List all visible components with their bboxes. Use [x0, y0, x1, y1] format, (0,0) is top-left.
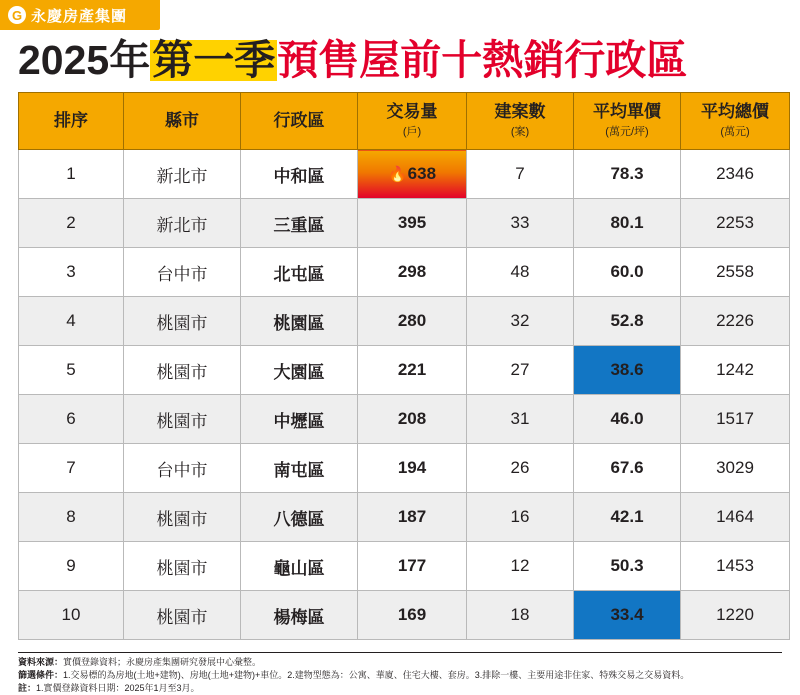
cell-cases: 48 [467, 248, 574, 297]
cell-total-price: 2253 [681, 199, 790, 248]
cell-unit-price: 80.1 [574, 199, 681, 248]
cell-cases: 33 [467, 199, 574, 248]
cell-unit-price: 67.6 [574, 444, 681, 493]
column-header-total-price-label: 平均總價 [701, 101, 769, 121]
cell-city: 桃園市 [124, 542, 241, 591]
column-header-city [124, 93, 241, 150]
table-body [19, 150, 790, 640]
cell-city: 新北市 [124, 199, 241, 248]
column-header-cases-label: 建案數 [494, 101, 546, 121]
table-row [19, 542, 790, 591]
cell-deals: 169 [358, 591, 467, 640]
cell-cases: 7 [467, 150, 574, 199]
cell-total-price: 2558 [681, 248, 790, 297]
cell-deals [358, 150, 467, 199]
cell-city: 台中市 [124, 248, 241, 297]
page-title [18, 36, 782, 84]
footnote-criteria [18, 669, 782, 682]
table-row [19, 444, 790, 493]
column-header-deals-label: 交易量 [386, 101, 438, 121]
brand-name: 永慶房產集團 [31, 7, 128, 25]
cell-total-price: 2346 [681, 150, 790, 199]
footnotes [18, 652, 782, 695]
cell-district: 龜山區 [241, 542, 358, 591]
table-row [19, 493, 790, 542]
cell-city: 桃園市 [124, 297, 241, 346]
footnote-criteria-text: 1.交易標的為房地(土地+建物)、房地(土地+建物)+車位。2.建物型態為：公寓、華廈、住宅大樓、套房。3.排除一樓、主要用途非住家、特殊交易之交易資料。 [63, 670, 690, 681]
cell-deals: 221 [358, 346, 467, 395]
cell-district: 南屯區 [241, 444, 358, 493]
column-header-total-price [681, 93, 790, 150]
cell-city: 新北市 [124, 150, 241, 199]
table-row [19, 591, 790, 640]
cell-rank: 9 [19, 542, 124, 591]
cell-district: 三重區 [241, 199, 358, 248]
cell-rank: 6 [19, 395, 124, 444]
circle-logo-icon: G [8, 6, 26, 24]
cell-district: 北屯區 [241, 248, 358, 297]
cell-unit-price: 52.8 [574, 297, 681, 346]
table-row [19, 248, 790, 297]
column-header-rank-label: 排序 [54, 110, 88, 130]
cell-unit-price: 60.0 [574, 248, 681, 297]
cell-total-price: 1242 [681, 346, 790, 395]
column-header-district [241, 93, 358, 150]
brand-logo-bar [0, 0, 160, 30]
cell-unit-price: 33.4 [574, 591, 681, 640]
table-row [19, 346, 790, 395]
cell-unit-price: 50.3 [574, 542, 681, 591]
cell-district: 楊梅區 [241, 591, 358, 640]
cell-cases: 18 [467, 591, 574, 640]
flame-icon: 🔥 [387, 166, 407, 183]
title-part-quarter: 第一季 [152, 36, 276, 83]
cell-unit-price: 46.0 [574, 395, 681, 444]
ranking-table [18, 92, 790, 640]
cell-cases: 27 [467, 346, 574, 395]
cell-rank: 8 [19, 493, 124, 542]
cell-deals: 177 [358, 542, 467, 591]
footnote-note-text: 1.實價登錄資料日期：2025年1月至3月。 [36, 683, 200, 694]
cell-city: 桃園市 [124, 493, 241, 542]
table-row [19, 199, 790, 248]
cell-city: 桃園市 [124, 346, 241, 395]
cell-unit-price: 38.6 [574, 346, 681, 395]
column-header-rank [19, 93, 124, 150]
cell-rank: 10 [19, 591, 124, 640]
cell-total-price: 1220 [681, 591, 790, 640]
footnote-source [18, 656, 782, 669]
column-header-city-label: 縣市 [165, 110, 199, 130]
title-part-subject: 預售屋前十熱銷行政區 [277, 36, 688, 83]
cell-total-price: 3029 [681, 444, 790, 493]
cell-unit-price: 42.1 [574, 493, 681, 542]
cell-district: 大園區 [241, 346, 358, 395]
cell-rank: 5 [19, 346, 124, 395]
cell-rank: 2 [19, 199, 124, 248]
cell-rank: 1 [19, 150, 124, 199]
cell-unit-price: 78.3 [574, 150, 681, 199]
column-header-district-label: 行政區 [273, 110, 325, 130]
cell-district: 中和區 [241, 150, 358, 199]
column-header-cases [467, 93, 574, 150]
cell-deals: 187 [358, 493, 467, 542]
column-header-unit-price [574, 93, 681, 150]
column-header-cases-unit: (案) [510, 126, 530, 139]
column-header-unit-price-unit: (萬元/坪) [605, 126, 649, 139]
title-part-year: 2025年 [18, 36, 151, 83]
cell-deals: 395 [358, 199, 467, 248]
cell-total-price: 1517 [681, 395, 790, 444]
footnote-source-text: 實價登錄資料；永慶房產集團研究發展中心彙整。 [63, 657, 262, 667]
column-header-total-price-unit: (萬元) [720, 126, 750, 139]
column-header-deals-unit: (戶) [402, 126, 422, 139]
footnote-note [18, 682, 782, 695]
cell-district: 八德區 [241, 493, 358, 542]
ranking-table-container [18, 92, 782, 640]
cell-total-price: 1464 [681, 493, 790, 542]
table-header-row [19, 93, 790, 150]
column-header-deals [358, 93, 467, 150]
cell-cases: 31 [467, 395, 574, 444]
column-header-unit-price-label: 平均單價 [593, 101, 661, 121]
cell-deals: 298 [358, 248, 467, 297]
cell-total-price: 1453 [681, 542, 790, 591]
cell-deals-value: 638 [407, 164, 437, 183]
footnote-criteria-label: 篩選條件： [18, 670, 64, 681]
footnote-note-label: 註： [18, 683, 37, 694]
table-row [19, 395, 790, 444]
cell-district: 桃園區 [241, 297, 358, 346]
table-row [19, 297, 790, 346]
cell-rank: 3 [19, 248, 124, 297]
cell-cases: 26 [467, 444, 574, 493]
cell-district: 中壢區 [241, 395, 358, 444]
table-header [19, 93, 790, 150]
cell-city: 桃園市 [124, 395, 241, 444]
cell-deals: 280 [358, 297, 467, 346]
cell-deals: 194 [358, 444, 467, 493]
footnote-source-label: 資料來源： [18, 657, 64, 667]
cell-city: 桃園市 [124, 591, 241, 640]
cell-total-price: 2226 [681, 297, 790, 346]
cell-cases: 16 [467, 493, 574, 542]
cell-rank: 7 [19, 444, 124, 493]
cell-deals: 208 [358, 395, 467, 444]
cell-cases: 12 [467, 542, 574, 591]
cell-rank: 4 [19, 297, 124, 346]
cell-city: 台中市 [124, 444, 241, 493]
cell-cases: 32 [467, 297, 574, 346]
table-row [19, 150, 790, 199]
